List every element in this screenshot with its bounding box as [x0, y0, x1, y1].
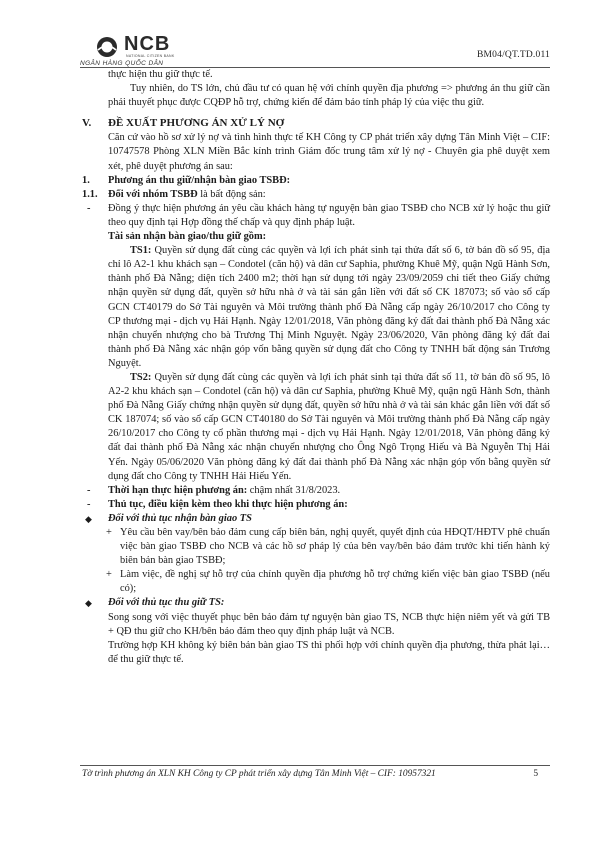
- deadline-label: Thời hạn thực hiện phương án:: [108, 484, 248, 496]
- dash-marker: -: [87, 484, 91, 496]
- item-1-1-number: 1.1.: [82, 188, 98, 200]
- handover-plus-2: [82, 568, 550, 596]
- item-1: [82, 174, 550, 188]
- seize-title: Đối với thủ tục thu giữ TS:: [108, 597, 225, 609]
- ts1-label: TS1:: [130, 245, 152, 257]
- logo-tagline: NGÂN HÀNG QUỐC DÂN: [80, 60, 164, 67]
- deadline-value: chậm nhất 31/8/2023.: [247, 484, 341, 496]
- dash-item-text: Đồng ý thực hiện phương án yêu cầu khách hàng tự nguyện bàn giao TSBĐ cho NCB xử lý hoặc thu giữ theo quy định tại Hợp đồng thế chấp và quy định pháp luật.: [108, 202, 550, 228]
- diamond-bullet-icon: ◆: [85, 598, 92, 609]
- handover-heading: [82, 512, 550, 526]
- paragraph-continuation: thực hiện thu giữ thực tế.: [108, 69, 213, 80]
- ncb-logo: [80, 30, 220, 68]
- footer-divider: [80, 765, 550, 766]
- item-1-1-rest: là bất động sản:: [197, 188, 266, 200]
- asset-ts1: [82, 244, 550, 371]
- ts2-text: Quyền sử dụng đất cùng các quyền và lợi ích phát sinh tại thửa đất số 11, tờ bản đồ số 95, lô A2-2 khu khách sạn – Condotel (căn hộ) và dân cư Saphia, phường Khuê Mỹ, quận ngũ Hành Sơn, thành phố Đà Nẵng Giấy chứng nhận quyền sử dụng đất, quyền sở hữu nhà ở và tài sản khác gắn liền với đất số CK 187074; số vào sổ cấp GCN CT40180 do Sở Tài nguyên và Môi trường thành phố Đà Nẵng cấp ngày 26/10/2017 cho Công ty cổ phần thương mại - dịch vụ Hải Hạnh. Ngày 12/01/2018, Văn phòng đăng ký đất đai thành phố Đà Nẵng xác nhận chuyển nhượng cho Ông Ngô Trọng Hiếu và Bà Nguyễn Thị Hải Yến. Ngày 05/06/2020 Văn phòng đăng ký đất đai thành phố Đà Nẵng xác nhận góp vốn bằng quyền sử dụng đất cho Công ty TNHH Hải Hiếu Yến.: [108, 371, 550, 482]
- handover-plus-1-text: Yêu cầu bên vay/bên bảo đảm cung cấp biên bản, nghị quyết, quyết định của HĐQT/HĐTV phê chuẩn việc bàn giao TSBĐ cho NCB và các hồ sơ pháp lý của bên vay/bên bảo đảm trước khi tiến hành ký biên bản bàn giao TSBĐ;: [120, 527, 550, 567]
- logo-subtitle: NATIONAL CITIZEN BANK: [126, 54, 175, 58]
- procedures-item: [82, 498, 550, 512]
- asset-ts2: [82, 371, 550, 484]
- section-intro: Căn cứ vào hồ sơ xử lý nợ và tình hình thực tế KH Công ty CP phát triển xây dựng Tân Minh Việt – CIF: 10747578 Phòng XLN Miền Bắc kính trình Giám đốc trung tâm xử lý nợ - Chuyên gia phê duyệt xem xét, phê duyệt phương án sau:: [108, 132, 550, 172]
- seize-paragraph-2: Trường hợp KH không ký biên bản bàn giao TS thì phối hợp với chính quyền địa phương, thừa phát lại… để thu giữ thực tế.: [108, 639, 550, 665]
- footer-text: Tờ trình phương án XLN KH Công ty CP phát triển xây dựng Tân Minh Việt – CIF: 10957321: [82, 769, 436, 779]
- seize-heading: [82, 596, 550, 610]
- ncb-logo-icon: [96, 36, 118, 58]
- plus-bullet: +: [106, 527, 112, 538]
- dash-marker: -: [87, 498, 91, 510]
- item-1-title: Phương án thu giữ/nhận bàn giao TSBĐ:: [108, 174, 291, 186]
- seize-paragraph-1: Song song với việc thuyết phục bên bảo đảm tự nguyện bàn giao TS, NCB thực hiện niêm yết và gửi TB + QĐ thu giữ cho KH/bên bảo đảm theo quy định pháp luật và NCB.: [108, 611, 550, 637]
- logo-name: NCB: [124, 33, 171, 55]
- page-number: 5: [533, 769, 538, 779]
- procedures-label: Thủ tục, điều kiện kèm theo khi thực hiện phương án:: [108, 498, 348, 510]
- dash-marker: -: [87, 202, 91, 214]
- ts1-text: Quyền sử dụng đất cùng các quyền và lợi ích phát sinh tại thửa đất số 6, tờ bản đồ số 95, địa chỉ lô A2-1 khu khách sạn – Condotel (căn hộ) và dân cư Saphia, phường Khuê Mỹ, quận Ngũ Hành Sơn, thành phố Đà Nẵng; diện tích 2400 m2; thời hạn sử dụng tới ngày 23/09/2059 chi tiết theo Giấy chứng nhận quyền sử dụng đất, quyền sở hữu nhà ở và tài sản gắn liền với đất số CK 187073; số vào sổ cấp GCN CT40179 do Sở Tài nguyên và Môi trường thành phố Đà Nẵng cấp ngày 26/10/2017 cho Công ty CP thương mại - dịch vụ Hải Hạnh. Ngày 12/01/2018, Văn phòng đăng ký đất đai thành phố Đà Nẵng xác nhận chuyển nhượng cho bà Trương Thị Minh Nguyệt. Ngày 23/06/2020, Văn phòng đăng ký đất đai thành phố Đà Nẵng xác nhận góp vốn bằng quyền sử dụng đất cho Công ty TNHH bất động sản Trương Nguyệt.: [108, 245, 550, 369]
- diamond-bullet-icon: ◆: [85, 513, 92, 524]
- ts2-label: TS2:: [130, 371, 152, 383]
- handover-plus-1: [82, 526, 550, 568]
- item-1-1: [82, 188, 550, 202]
- section-number: V.: [82, 117, 92, 130]
- deadline-item: [82, 484, 550, 498]
- document-body: [82, 68, 550, 667]
- section-heading: [82, 116, 550, 131]
- dash-item: [82, 202, 550, 230]
- document-code: BM04/QT.TD.011: [477, 50, 550, 60]
- assets-header: Tài sản nhận bàn giao/thu giữ gồm:: [108, 231, 267, 243]
- section-title: ĐỀ XUẤT PHƯƠNG ÁN XỬ LÝ NỢ: [108, 117, 285, 130]
- paragraph-note: Tuy nhiên, do TS lớn, chủ đầu tư có quan hệ với chính quyền địa phương => phương án thu giữ cần phải thuyết phục được CQĐP hỗ trợ, chứng kiến để đảm bảo tính pháp lý của việc thu giữ.: [108, 83, 550, 109]
- plus-bullet: +: [106, 569, 112, 581]
- handover-title: Đối với thủ tục nhận bàn giao TS: [108, 512, 252, 524]
- item-1-1-title: Đối với nhóm TSBĐ: [108, 188, 198, 200]
- item-1-number: 1.: [82, 174, 90, 186]
- handover-plus-2-text: Làm việc, đề nghị sự hỗ trợ của chính quyền địa phương hỗ trợ chứng kiến việc bàn giao TSBĐ (nếu có);: [120, 569, 550, 595]
